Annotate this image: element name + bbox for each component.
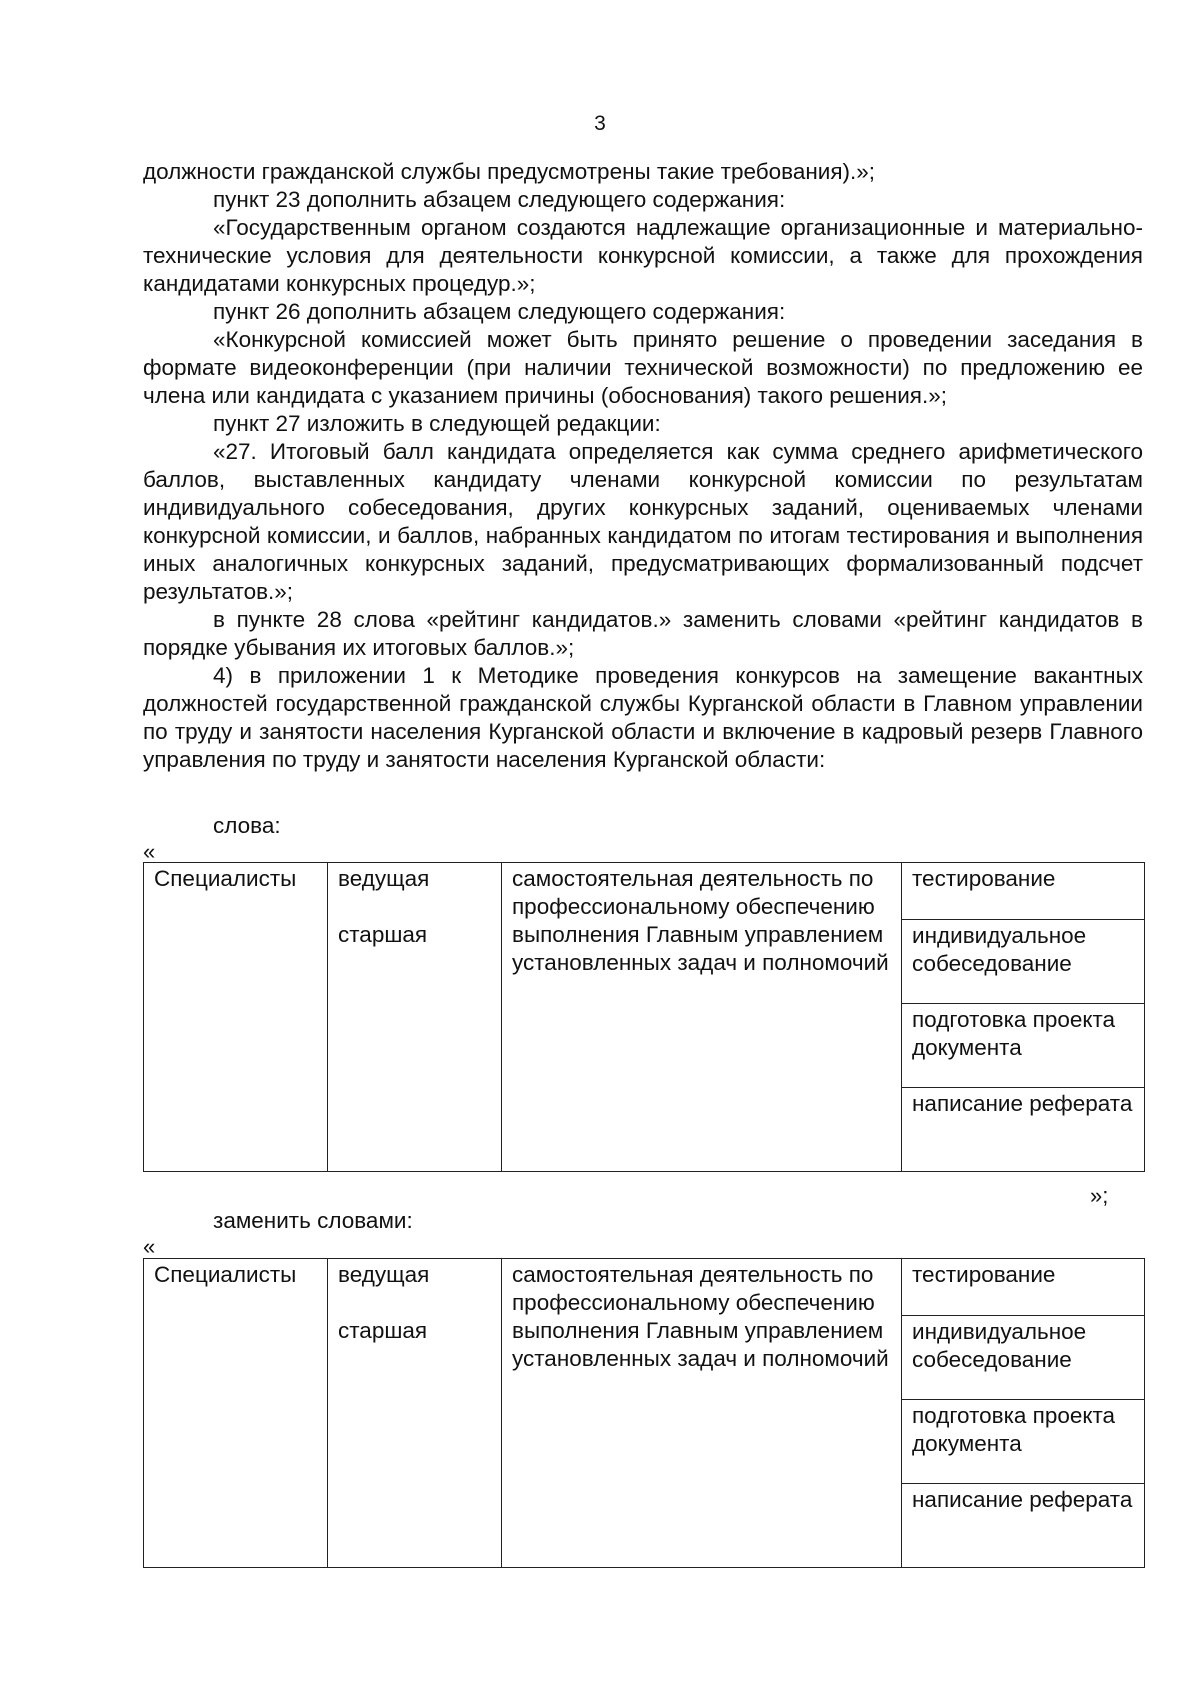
method-text: тестирование xyxy=(912,1262,1056,1287)
grades-cell xyxy=(328,863,502,1172)
method-cell xyxy=(902,1400,1145,1484)
replace-with-label: заменить словами: xyxy=(213,1208,413,1233)
description-text: самостоятельная деятельность по профессиональному обеспечению выполнения Главным управлением установленных задач и полномочий xyxy=(512,866,889,975)
paragraph: «27. Итоговый балл кандидата определяется как сумма среднего арифметического баллов, выставленных кандидату членами конкурсной комиссии по результатам индивидуального собеседования, других конкурсных заданий, оцениваемых членами конкурсной комиссии, и баллов, набранных кандидатом по итогам тестирования и выполнения иных аналогичных конкурсных заданий, предусматривающих формализованный подсчет результатов.»; xyxy=(143,439,1143,604)
open-quote: « xyxy=(143,839,156,864)
method-text: индивидуальное собеседование xyxy=(912,1319,1087,1372)
description-cell xyxy=(502,1259,902,1568)
paragraph: 4) в приложении 1 к Методике проведения конкурсов на замещение вакантных должностей государственной гражданской службы Курганской области в Главном управлении по труду и занятости населения Курганской области и включение в кадровый резерв Главного управления по труду и занятости населения Курганской области: xyxy=(143,663,1143,772)
criteria-table-old xyxy=(143,862,1145,1172)
words-label: слова: xyxy=(213,813,281,838)
method-cell xyxy=(902,1088,1145,1172)
method-cell xyxy=(902,1004,1145,1088)
close-quote: »; xyxy=(1090,1183,1109,1208)
method-cell xyxy=(902,1259,1145,1316)
body-text xyxy=(143,158,1143,774)
paragraph: «Конкурсной комиссией может быть принято решение о проведении заседания в формате видеоконференции (при наличии технической возможности) по предложению ее члена или кандидата с указанием причины (обоснования) такого решения.»; xyxy=(143,327,1143,408)
method-text: индивидуальное собеседование xyxy=(912,923,1087,976)
paragraph: пункт 26 дополнить абзацем следующего содержания: xyxy=(213,299,786,324)
method-text: написание реферата xyxy=(912,1487,1133,1512)
paragraph: пункт 27 изложить в следующей редакции: xyxy=(213,411,661,436)
method-text: написание реферата xyxy=(912,1091,1133,1116)
paragraph: в пункте 28 слова «рейтинг кандидатов.» заменить словами «рейтинг кандидатов в порядке убывания их итоговых баллов.»; xyxy=(143,607,1143,660)
method-cell xyxy=(902,1316,1145,1400)
grades-cell xyxy=(328,1259,502,1568)
grade-text: ведущая xyxy=(338,866,430,891)
page-number: 3 xyxy=(594,112,606,135)
category-cell xyxy=(144,863,328,1172)
grade-text: старшая xyxy=(338,1318,428,1343)
open-quote: « xyxy=(143,1234,156,1259)
criteria-table-new xyxy=(143,1258,1145,1568)
method-cell xyxy=(902,920,1145,1004)
category-text: Специалисты xyxy=(154,1262,297,1287)
grade-text: старшая xyxy=(338,922,428,947)
grade-text: ведущая xyxy=(338,1262,430,1287)
method-cell xyxy=(902,1484,1145,1568)
method-cell xyxy=(902,863,1145,920)
method-text: подготовка проекта документа xyxy=(912,1403,1116,1456)
description-cell xyxy=(502,863,902,1172)
description-text: самостоятельная деятельность по профессиональному обеспечению выполнения Главным управлением установленных задач и полномочий xyxy=(512,1262,889,1371)
paragraph: должности гражданской службы предусмотрены такие требования).»; xyxy=(143,159,876,184)
category-cell xyxy=(144,1259,328,1568)
paragraph: «Государственным органом создаются надлежащие организационные и материально-технические условия для деятельности конкурсной комиссии, а также для прохождения кандидатами конкурсных процедур.»; xyxy=(143,215,1143,296)
paragraph: пункт 23 дополнить абзацем следующего содержания: xyxy=(213,187,786,212)
category-text: Специалисты xyxy=(154,866,297,891)
method-text: подготовка проекта документа xyxy=(912,1007,1116,1060)
method-text: тестирование xyxy=(912,866,1056,891)
